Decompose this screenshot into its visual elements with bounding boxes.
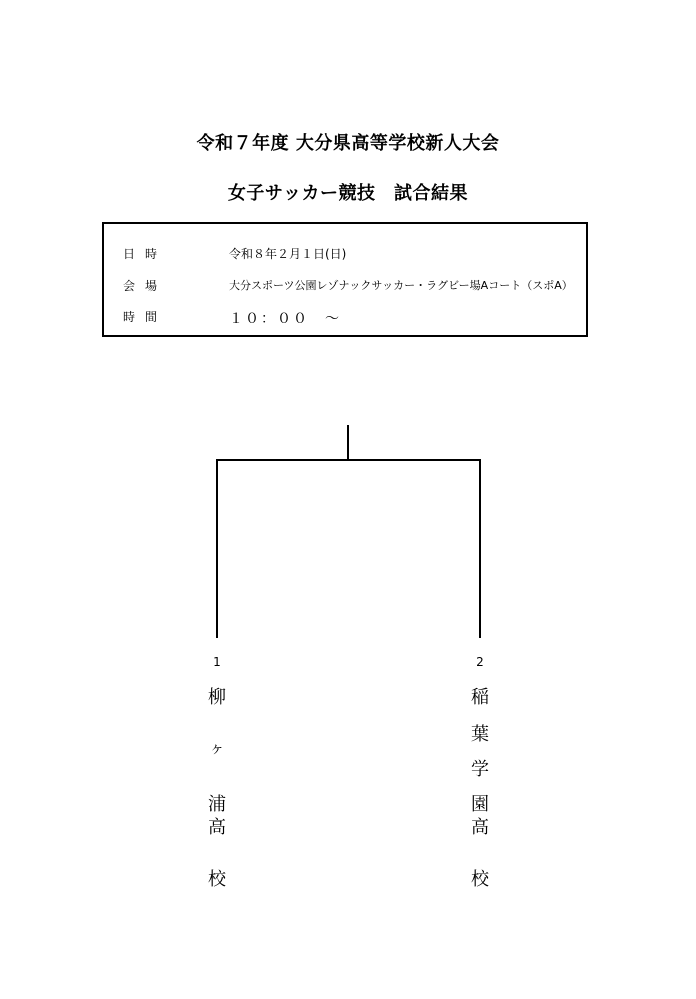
time-value: １０：００ ～ (229, 311, 341, 327)
team-2-char: 学 (471, 759, 489, 780)
tournament-title: 令和７年度 大分県高等学校新人大会 (196, 133, 500, 154)
venue-value: 大分スポーツ公園レゾナックサッカー・ラグビー場Aコート（スポA） (229, 279, 573, 292)
team-2-char: 校 (471, 869, 489, 890)
time-row (104, 308, 586, 328)
team-1-seed: 1 (213, 655, 221, 669)
team-2-char: 高 (471, 817, 489, 838)
date-label: 日時 (123, 247, 168, 261)
team-2-char: 稲 (471, 687, 489, 708)
team-2-char: 葉 (471, 724, 489, 745)
match-info-box (102, 222, 588, 337)
bracket-winner-stem (347, 425, 349, 461)
bracket-left-leg (216, 459, 218, 638)
date-value: 令和８年２月１日(日) (229, 247, 347, 261)
team-1-char: ヶ (209, 739, 225, 757)
date-row (104, 245, 586, 265)
team-1-char: 高 (208, 817, 226, 838)
venue-label: 会場 (123, 279, 168, 293)
team-1-char: 校 (208, 869, 226, 890)
bracket-right-leg (479, 459, 481, 638)
team-2-seed: 2 (476, 655, 484, 669)
time-label: 時間 (123, 310, 168, 324)
venue-row (104, 277, 586, 297)
team-1-char: 柳 (208, 687, 226, 708)
bracket-crossbar (216, 459, 481, 461)
match-results-title: 女子サッカー競技 試合結果 (227, 183, 469, 204)
team-1-char: 浦 (208, 794, 226, 815)
team-2-char: 園 (471, 794, 489, 815)
